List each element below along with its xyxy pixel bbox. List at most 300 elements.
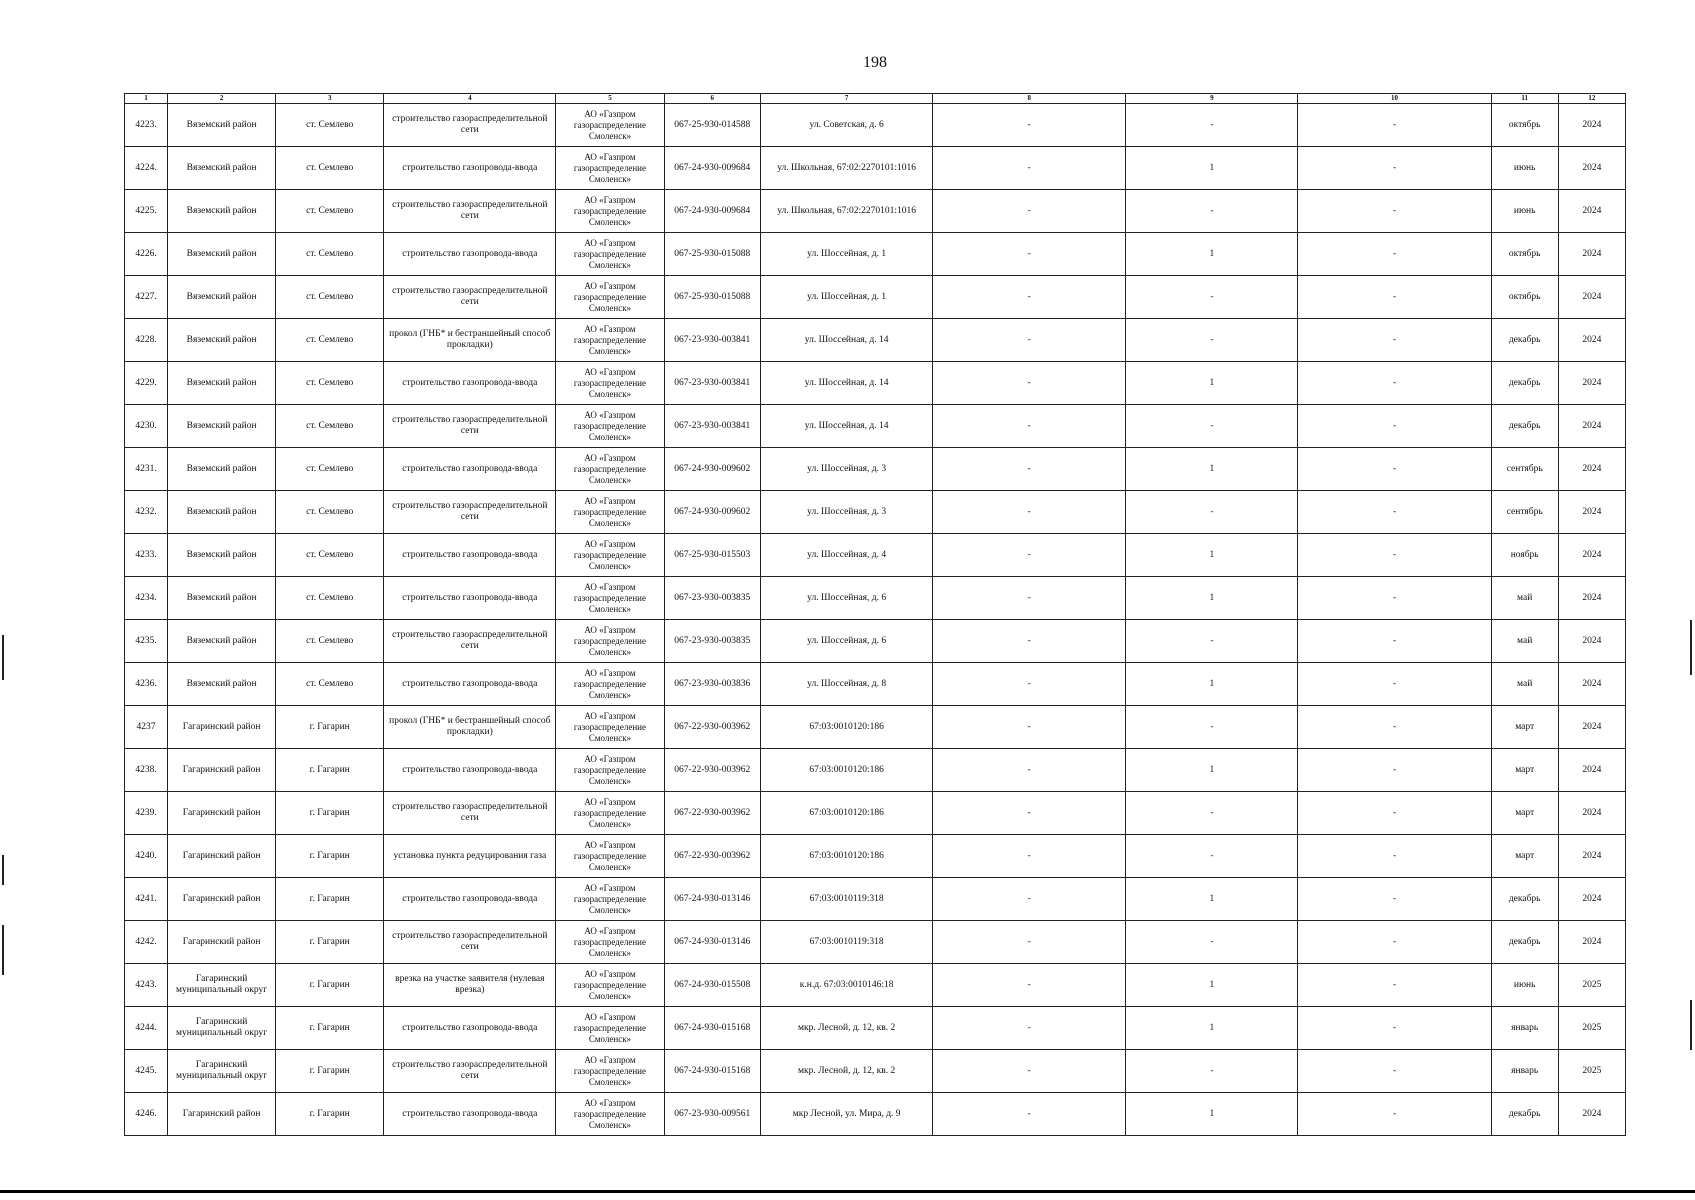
work-type-cell: строительство газораспределительной сети (384, 190, 556, 233)
col-9-cell: - (1126, 319, 1298, 362)
settlement-cell: г. Гагарин (276, 1007, 384, 1050)
col-10-cell: - (1298, 491, 1491, 534)
work-type-cell: прокол (ГНБ* и бестраншейный способ прокладки) (384, 706, 556, 749)
district-cell: Гагаринский район (168, 1093, 276, 1136)
settlement-cell: ст. Семлево (276, 319, 384, 362)
col-10-cell: - (1298, 577, 1491, 620)
district-cell: Вяземский район (168, 190, 276, 233)
address-cell: 67:03:0010120:186 (761, 792, 933, 835)
organization-cell: АО «Газпром газораспределение Смоленск» (556, 104, 664, 147)
col-8-cell: - (933, 319, 1126, 362)
settlement-cell: ст. Семлево (276, 620, 384, 663)
organization-cell: АО «Газпром газораспределение Смоленск» (556, 835, 664, 878)
work-type-cell: прокол (ГНБ* и бестраншейный способ прокладки) (384, 319, 556, 362)
district-cell: Вяземский район (168, 405, 276, 448)
month-cell: октябрь (1491, 276, 1558, 319)
column-number: 8 (933, 94, 1126, 104)
settlement-cell: ст. Семлево (276, 362, 384, 405)
table-row (125, 319, 1626, 362)
col-9-cell: 1 (1126, 663, 1298, 706)
col-10-cell: - (1298, 1093, 1491, 1136)
col-8-cell: - (933, 104, 1126, 147)
row-number-cell: 4232. (125, 491, 168, 534)
settlement-cell: ст. Семлево (276, 147, 384, 190)
col-8-cell: - (933, 276, 1126, 319)
work-type-cell: строительство газораспределительной сети (384, 491, 556, 534)
settlement-cell: г. Гагарин (276, 792, 384, 835)
table-row (125, 706, 1626, 749)
district-cell: Гагаринский район (168, 835, 276, 878)
month-cell: май (1491, 663, 1558, 706)
district-cell: Вяземский район (168, 663, 276, 706)
settlement-cell: г. Гагарин (276, 878, 384, 921)
address-cell: ул. Шоссейная, д. 1 (761, 233, 933, 276)
district-cell: Гагаринский район (168, 706, 276, 749)
request-number-cell: 067-22-930-003962 (664, 792, 761, 835)
work-type-cell: строительство газопровода-ввода (384, 577, 556, 620)
organization-cell: АО «Газпром газораспределение Смоленск» (556, 190, 664, 233)
request-number-cell: 067-24-930-015168 (664, 1050, 761, 1093)
col-10-cell: - (1298, 147, 1491, 190)
year-cell: 2024 (1558, 491, 1625, 534)
table-row (125, 921, 1626, 964)
table-row (125, 491, 1626, 534)
table-row (125, 104, 1626, 147)
col-8-cell: - (933, 620, 1126, 663)
work-type-cell: строительство газораспределительной сети (384, 921, 556, 964)
request-number-cell: 067-23-930-003835 (664, 620, 761, 663)
table-row (125, 276, 1626, 319)
month-cell: октябрь (1491, 104, 1558, 147)
row-number-cell: 4226. (125, 233, 168, 276)
month-cell: декабрь (1491, 1093, 1558, 1136)
request-number-cell: 067-24-930-015508 (664, 964, 761, 1007)
address-cell: ул. Шоссейная, д. 6 (761, 620, 933, 663)
table-row (125, 362, 1626, 405)
table-row (125, 878, 1626, 921)
settlement-cell: ст. Семлево (276, 663, 384, 706)
row-number-cell: 4246. (125, 1093, 168, 1136)
organization-cell: АО «Газпром газораспределение Смоленск» (556, 577, 664, 620)
request-number-cell: 067-23-930-003841 (664, 405, 761, 448)
col-8-cell: - (933, 706, 1126, 749)
work-type-cell: строительство газораспределительной сети (384, 405, 556, 448)
col-9-cell: - (1126, 405, 1298, 448)
col-8-cell: - (933, 663, 1126, 706)
settlement-cell: ст. Семлево (276, 448, 384, 491)
table-row (125, 663, 1626, 706)
address-cell: ул. Шоссейная, д. 6 (761, 577, 933, 620)
work-type-cell: строительство газопровода-ввода (384, 233, 556, 276)
settlement-cell: г. Гагарин (276, 706, 384, 749)
organization-cell: АО «Газпром газораспределение Смоленск» (556, 405, 664, 448)
request-number-cell: 067-23-930-009561 (664, 1093, 761, 1136)
year-cell: 2024 (1558, 878, 1625, 921)
col-10-cell: - (1298, 233, 1491, 276)
work-type-cell: строительство газопровода-ввода (384, 448, 556, 491)
col-9-cell: 1 (1126, 577, 1298, 620)
col-8-cell: - (933, 405, 1126, 448)
district-cell: Вяземский район (168, 276, 276, 319)
year-cell: 2024 (1558, 835, 1625, 878)
table-row (125, 749, 1626, 792)
month-cell: ноябрь (1491, 534, 1558, 577)
request-number-cell: 067-24-930-015168 (664, 1007, 761, 1050)
address-cell: ул. Шоссейная, д. 3 (761, 491, 933, 534)
col-10-cell: - (1298, 964, 1491, 1007)
col-10-cell: - (1298, 706, 1491, 749)
edge-mark (2, 855, 4, 885)
year-cell: 2024 (1558, 1093, 1625, 1136)
month-cell: июнь (1491, 964, 1558, 1007)
table-row (125, 147, 1626, 190)
col-10-cell: - (1298, 1050, 1491, 1093)
col-10-cell: - (1298, 878, 1491, 921)
year-cell: 2024 (1558, 577, 1625, 620)
col-9-cell: 1 (1126, 147, 1298, 190)
col-9-cell: 1 (1126, 448, 1298, 491)
row-number-cell: 4228. (125, 319, 168, 362)
address-cell: мкр. Лесной, д. 12, кв. 2 (761, 1050, 933, 1093)
table-row (125, 405, 1626, 448)
district-cell: Гагаринский район (168, 878, 276, 921)
col-9-cell: - (1126, 1050, 1298, 1093)
district-cell: Гагаринский район (168, 921, 276, 964)
row-number-cell: 4244. (125, 1007, 168, 1050)
year-cell: 2024 (1558, 749, 1625, 792)
settlement-cell: г. Гагарин (276, 1093, 384, 1136)
col-8-cell: - (933, 534, 1126, 577)
month-cell: июнь (1491, 190, 1558, 233)
row-number-cell: 4224. (125, 147, 168, 190)
col-10-cell: - (1298, 276, 1491, 319)
col-10-cell: - (1298, 792, 1491, 835)
district-cell: Гагаринский район (168, 792, 276, 835)
work-type-cell: строительство газораспределительной сети (384, 276, 556, 319)
col-8-cell: - (933, 491, 1126, 534)
address-cell: ул. Школьная, 67:02:2270101:1016 (761, 147, 933, 190)
row-number-cell: 4243. (125, 964, 168, 1007)
column-number: 6 (664, 94, 761, 104)
organization-cell: АО «Газпром газораспределение Смоленск» (556, 362, 664, 405)
work-type-cell: строительство газопровода-ввода (384, 362, 556, 405)
col-9-cell: 1 (1126, 534, 1298, 577)
district-cell: Вяземский район (168, 362, 276, 405)
col-10-cell: - (1298, 405, 1491, 448)
request-number-cell: 067-22-930-003962 (664, 749, 761, 792)
column-number-row (125, 94, 1626, 104)
year-cell: 2025 (1558, 1007, 1625, 1050)
month-cell: декабрь (1491, 878, 1558, 921)
column-number: 10 (1298, 94, 1491, 104)
settlement-cell: ст. Семлево (276, 534, 384, 577)
column-number: 3 (276, 94, 384, 104)
table-row (125, 1007, 1626, 1050)
work-type-cell: строительство газораспределительной сети (384, 792, 556, 835)
organization-cell: АО «Газпром газораспределение Смоленск» (556, 534, 664, 577)
district-cell: Гагаринский район (168, 749, 276, 792)
row-number-cell: 4235. (125, 620, 168, 663)
district-cell: Вяземский район (168, 534, 276, 577)
work-type-cell: строительство газораспределительной сети (384, 1050, 556, 1093)
month-cell: сентябрь (1491, 448, 1558, 491)
settlement-cell: ст. Семлево (276, 104, 384, 147)
month-cell: май (1491, 577, 1558, 620)
edge-mark (1690, 620, 1692, 675)
district-cell: Вяземский район (168, 233, 276, 276)
col-8-cell: - (933, 577, 1126, 620)
col-9-cell: - (1126, 792, 1298, 835)
row-number-cell: 4237 (125, 706, 168, 749)
month-cell: январь (1491, 1050, 1558, 1093)
table-row (125, 233, 1626, 276)
month-cell: январь (1491, 1007, 1558, 1050)
col-9-cell: - (1126, 620, 1298, 663)
edge-mark (1690, 1000, 1692, 1050)
year-cell: 2024 (1558, 233, 1625, 276)
col-9-cell: 1 (1126, 964, 1298, 1007)
organization-cell: АО «Газпром газораспределение Смоленск» (556, 147, 664, 190)
row-number-cell: 4240. (125, 835, 168, 878)
col-9-cell: - (1126, 835, 1298, 878)
month-cell: май (1491, 620, 1558, 663)
col-10-cell: - (1298, 190, 1491, 233)
col-9-cell: - (1126, 491, 1298, 534)
work-type-cell: строительство газораспределительной сети (384, 620, 556, 663)
row-number-cell: 4230. (125, 405, 168, 448)
edge-mark (2, 635, 4, 680)
settlement-cell: ст. Семлево (276, 405, 384, 448)
col-9-cell: 1 (1126, 1007, 1298, 1050)
col-8-cell: - (933, 1093, 1126, 1136)
address-cell: 67:03:0010119:318 (761, 878, 933, 921)
col-9-cell: 1 (1126, 749, 1298, 792)
table-row (125, 1050, 1626, 1093)
request-number-cell: 067-25-930-015503 (664, 534, 761, 577)
month-cell: март (1491, 706, 1558, 749)
row-number-cell: 4223. (125, 104, 168, 147)
request-number-cell: 067-24-930-013146 (664, 921, 761, 964)
table-row (125, 964, 1626, 1007)
year-cell: 2024 (1558, 319, 1625, 362)
row-number-cell: 4242. (125, 921, 168, 964)
organization-cell: АО «Газпром газораспределение Смоленск» (556, 620, 664, 663)
col-8-cell: - (933, 1050, 1126, 1093)
work-type-cell: строительство газопровода-ввода (384, 749, 556, 792)
col-9-cell: - (1126, 104, 1298, 147)
col-8-cell: - (933, 792, 1126, 835)
month-cell: март (1491, 792, 1558, 835)
row-number-cell: 4238. (125, 749, 168, 792)
organization-cell: АО «Газпром газораспределение Смоленск» (556, 233, 664, 276)
address-cell: ул. Советская, д. 6 (761, 104, 933, 147)
col-9-cell: - (1126, 190, 1298, 233)
table-row (125, 792, 1626, 835)
settlement-cell: г. Гагарин (276, 964, 384, 1007)
district-cell: Вяземский район (168, 104, 276, 147)
col-9-cell: 1 (1126, 1093, 1298, 1136)
address-cell: ул. Шоссейная, д. 4 (761, 534, 933, 577)
district-cell: Гагаринский муниципальный округ (168, 1050, 276, 1093)
column-number: 5 (556, 94, 664, 104)
col-9-cell: - (1126, 921, 1298, 964)
year-cell: 2024 (1558, 405, 1625, 448)
organization-cell: АО «Газпром газораспределение Смоленск» (556, 319, 664, 362)
request-number-cell: 067-22-930-003962 (664, 835, 761, 878)
column-number: 9 (1126, 94, 1298, 104)
address-cell: ул. Шоссейная, д. 14 (761, 362, 933, 405)
col-10-cell: - (1298, 362, 1491, 405)
organization-cell: АО «Газпром газораспределение Смоленск» (556, 491, 664, 534)
request-number-cell: 067-23-930-003835 (664, 577, 761, 620)
row-number-cell: 4236. (125, 663, 168, 706)
month-cell: декабрь (1491, 921, 1558, 964)
page-number: 198 (863, 54, 887, 71)
request-number-cell: 067-23-930-003836 (664, 663, 761, 706)
col-10-cell: - (1298, 663, 1491, 706)
year-cell: 2024 (1558, 620, 1625, 663)
month-cell: декабрь (1491, 319, 1558, 362)
address-cell: ул. Шоссейная, д. 14 (761, 405, 933, 448)
col-9-cell: - (1126, 276, 1298, 319)
work-type-cell: строительство газопровода-ввода (384, 147, 556, 190)
request-number-cell: 067-25-930-015088 (664, 276, 761, 319)
year-cell: 2024 (1558, 276, 1625, 319)
row-number-cell: 4231. (125, 448, 168, 491)
organization-cell: АО «Газпром газораспределение Смоленск» (556, 276, 664, 319)
column-number: 12 (1558, 94, 1625, 104)
col-8-cell: - (933, 921, 1126, 964)
address-cell: ул. Школьная, 67:02:2270101:1016 (761, 190, 933, 233)
year-cell: 2024 (1558, 190, 1625, 233)
settlement-cell: ст. Семлево (276, 276, 384, 319)
month-cell: декабрь (1491, 405, 1558, 448)
year-cell: 2024 (1558, 104, 1625, 147)
address-cell: мкр Лесной, ул. Мира, д. 9 (761, 1093, 933, 1136)
column-number: 1 (125, 94, 168, 104)
organization-cell: АО «Газпром газораспределение Смоленск» (556, 663, 664, 706)
address-cell: 67:03:0010120:186 (761, 749, 933, 792)
district-cell: Вяземский район (168, 147, 276, 190)
organization-cell: АО «Газпром газораспределение Смоленск» (556, 1050, 664, 1093)
settlement-cell: г. Гагарин (276, 921, 384, 964)
row-number-cell: 4233. (125, 534, 168, 577)
work-type-cell: строительство газопровода-ввода (384, 534, 556, 577)
col-9-cell: 1 (1126, 362, 1298, 405)
work-type-cell: строительство газораспределительной сети (384, 104, 556, 147)
bottom-rule (0, 1190, 1695, 1193)
col-8-cell: - (933, 147, 1126, 190)
row-number-cell: 4245. (125, 1050, 168, 1093)
settlement-cell: ст. Семлево (276, 233, 384, 276)
col-10-cell: - (1298, 534, 1491, 577)
col-10-cell: - (1298, 749, 1491, 792)
year-cell: 2024 (1558, 534, 1625, 577)
district-cell: Вяземский район (168, 319, 276, 362)
col-10-cell: - (1298, 835, 1491, 878)
year-cell: 2024 (1558, 448, 1625, 491)
edge-mark (2, 925, 4, 975)
col-10-cell: - (1298, 620, 1491, 663)
district-cell: Вяземский район (168, 620, 276, 663)
month-cell: март (1491, 835, 1558, 878)
district-cell: Вяземский район (168, 491, 276, 534)
request-number-cell: 067-24-930-009684 (664, 147, 761, 190)
address-cell: ул. Шоссейная, д. 8 (761, 663, 933, 706)
col-8-cell: - (933, 362, 1126, 405)
request-number-cell: 067-25-930-015088 (664, 233, 761, 276)
month-cell: июнь (1491, 147, 1558, 190)
address-cell: 67:03:0010120:186 (761, 706, 933, 749)
work-type-cell: строительство газопровода-ввода (384, 1093, 556, 1136)
request-number-cell: 067-24-930-009602 (664, 448, 761, 491)
row-number-cell: 4234. (125, 577, 168, 620)
organization-cell: АО «Газпром газораспределение Смоленск» (556, 921, 664, 964)
address-cell: 67:03:0010120:186 (761, 835, 933, 878)
column-number: 7 (761, 94, 933, 104)
settlement-cell: ст. Семлево (276, 577, 384, 620)
organization-cell: АО «Газпром газораспределение Смоленск» (556, 878, 664, 921)
organization-cell: АО «Газпром газораспределение Смоленск» (556, 792, 664, 835)
district-cell: Вяземский район (168, 448, 276, 491)
address-cell: мкр. Лесной, д. 12, кв. 2 (761, 1007, 933, 1050)
row-number-cell: 4241. (125, 878, 168, 921)
address-cell: ул. Шоссейная, д. 3 (761, 448, 933, 491)
table-row (125, 190, 1626, 233)
col-9-cell: - (1126, 706, 1298, 749)
row-number-cell: 4225. (125, 190, 168, 233)
settlement-cell: г. Гагарин (276, 1050, 384, 1093)
table-row (125, 577, 1626, 620)
column-number: 4 (384, 94, 556, 104)
col-8-cell: - (933, 448, 1126, 491)
month-cell: октябрь (1491, 233, 1558, 276)
organization-cell: АО «Газпром газораспределение Смоленск» (556, 1093, 664, 1136)
district-cell: Гагаринский муниципальный округ (168, 964, 276, 1007)
work-type-cell: строительство газопровода-ввода (384, 663, 556, 706)
request-number-cell: 067-25-930-014588 (664, 104, 761, 147)
organization-cell: АО «Газпром газораспределение Смоленск» (556, 706, 664, 749)
table-row (125, 534, 1626, 577)
row-number-cell: 4239. (125, 792, 168, 835)
settlement-cell: ст. Семлево (276, 190, 384, 233)
row-number-cell: 4227. (125, 276, 168, 319)
request-number-cell: 067-24-930-009602 (664, 491, 761, 534)
address-cell: к.н.д. 67:03:0010146:18 (761, 964, 933, 1007)
column-number: 11 (1491, 94, 1558, 104)
work-type-cell: строительство газопровода-ввода (384, 878, 556, 921)
col-10-cell: - (1298, 104, 1491, 147)
district-cell: Гагаринский муниципальный округ (168, 1007, 276, 1050)
organization-cell: АО «Газпром газораспределение Смоленск» (556, 448, 664, 491)
col-8-cell: - (933, 835, 1126, 878)
col-10-cell: - (1298, 921, 1491, 964)
settlement-cell: г. Гагарин (276, 749, 384, 792)
year-cell: 2024 (1558, 663, 1625, 706)
col-8-cell: - (933, 878, 1126, 921)
col-9-cell: 1 (1126, 878, 1298, 921)
work-type-cell: врезка на участке заявителя (нулевая врезка) (384, 964, 556, 1007)
request-number-cell: 067-24-930-009684 (664, 190, 761, 233)
table-row (125, 620, 1626, 663)
work-type-cell: установка пункта редуцирования газа (384, 835, 556, 878)
col-8-cell: - (933, 964, 1126, 1007)
settlement-cell: ст. Семлево (276, 491, 384, 534)
table-row (125, 835, 1626, 878)
year-cell: 2025 (1558, 1050, 1625, 1093)
year-cell: 2025 (1558, 964, 1625, 1007)
request-number-cell: 067-23-930-003841 (664, 362, 761, 405)
